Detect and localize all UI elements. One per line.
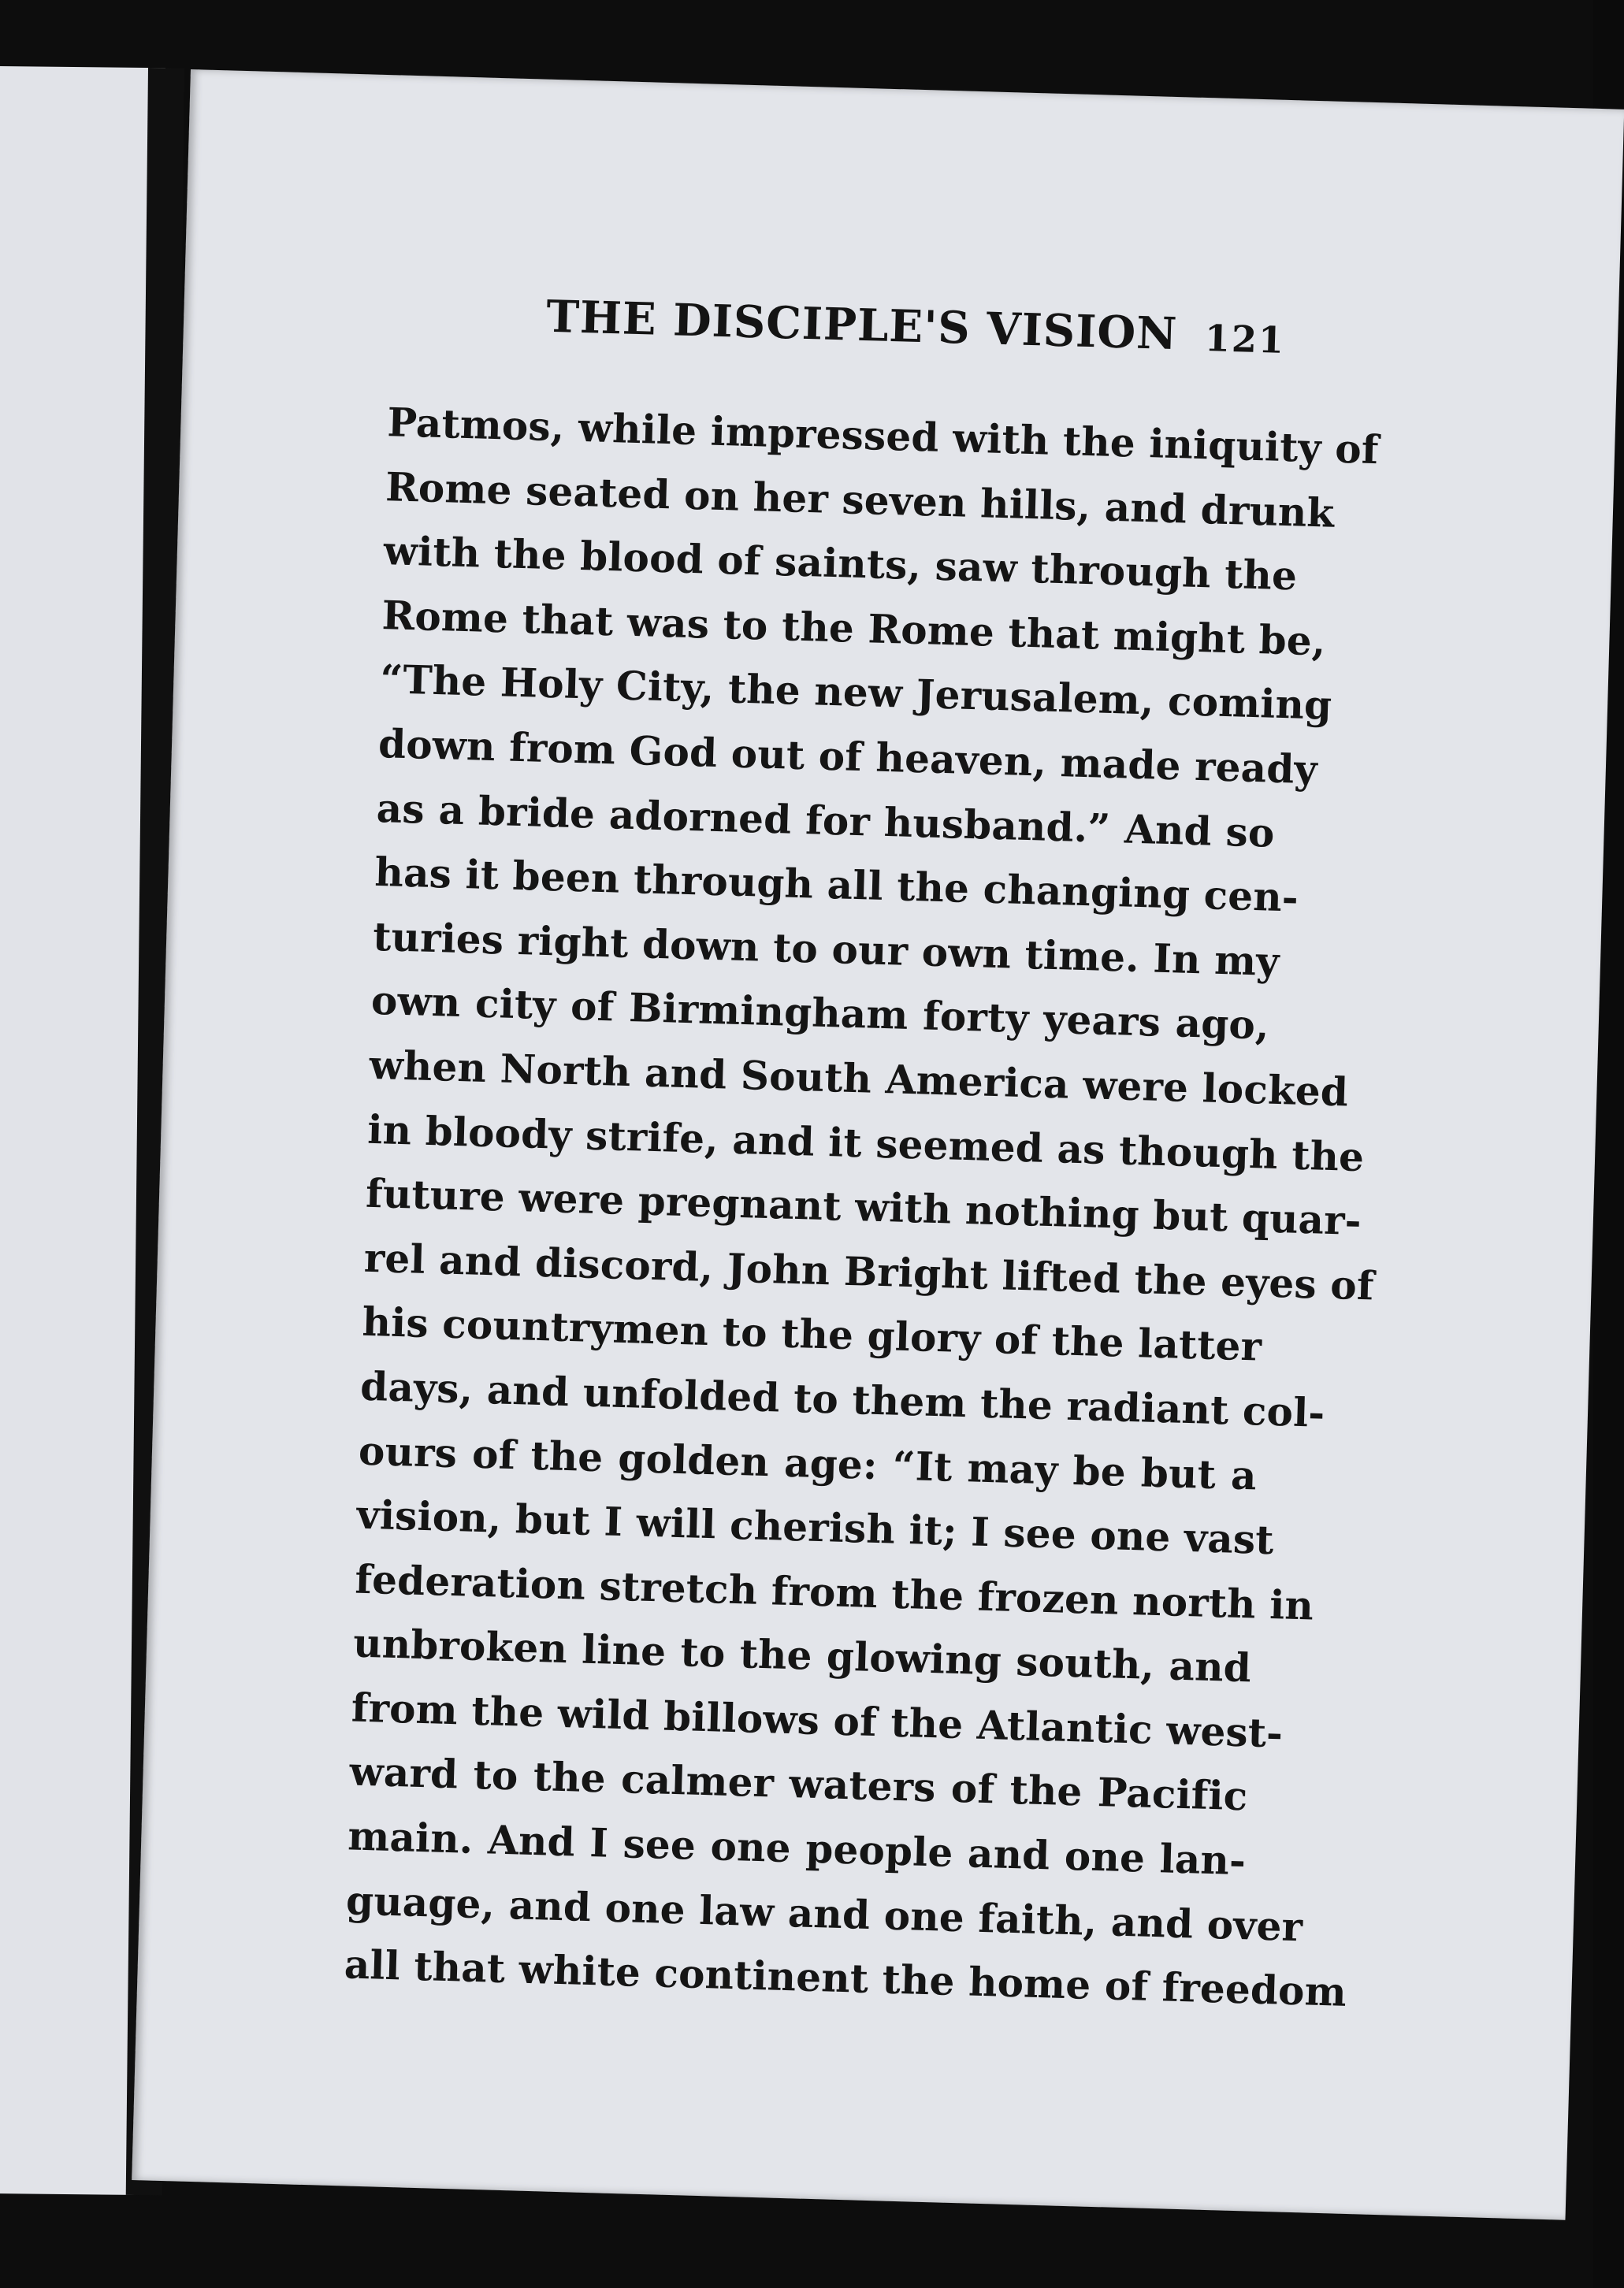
- text-line: ours of the golden age: “It may be but a: [358, 1427, 1258, 1499]
- text-line: future were pregnant with nothing but quar-: [365, 1169, 1362, 1245]
- text-line: down from God out of heaven, made ready: [377, 719, 1318, 793]
- text-line: Rome seated on her seven hills, and drunk: [385, 462, 1336, 537]
- text-line: “The Holy City, the new Jerusalem, coming: [379, 656, 1333, 730]
- text-line: from the wild billows of the Atlantic west-: [351, 1684, 1284, 1757]
- running-head: [183, 280, 1414, 378]
- text-line: turies right down to our own time. In my: [372, 912, 1280, 985]
- text-line: with the blood of saints, saw through the: [383, 527, 1298, 600]
- text-line: when North and South America were locked: [368, 1041, 1349, 1116]
- text-line: all that white continent the home of freedom: [344, 1941, 1347, 2016]
- text-line: as a bride adorned for husband.” And so: [376, 784, 1276, 856]
- text-line: vision, but I will cherish it; I see one vast: [356, 1491, 1275, 1564]
- book-page: [132, 69, 1624, 2220]
- text-line: Rome that was to the Rome that might be,: [381, 591, 1327, 665]
- text-line: federation stretch from the frozen north in: [354, 1555, 1314, 1629]
- text-line: his countrymen to the glory of the latter: [361, 1298, 1262, 1370]
- text-line: ward to the calmer waters of the Pacific: [348, 1748, 1249, 1820]
- body-text: [344, 390, 1380, 2022]
- text-line: has it been through all the changing cen-: [373, 849, 1299, 921]
- text-line: in bloody strife, and it seemed as though the: [366, 1105, 1365, 1180]
- running-head-title: THE DISCIPLE'S VISION: [545, 290, 1179, 361]
- text-line: days, and unfolded to them the radiant col-: [359, 1362, 1326, 1436]
- text-line: own city of Birmingham forty years ago,: [370, 977, 1270, 1049]
- text-line: rel and discord, John Bright lifted the eyes of: [363, 1234, 1375, 1309]
- text-line: Patmos, while impressed with the iniquity of: [386, 399, 1380, 474]
- page-number: 121: [1204, 317, 1286, 362]
- text-line: main. And I see one people and one lan-: [347, 1812, 1247, 1885]
- text-line: unbroken line to the glowing south, and: [352, 1619, 1252, 1692]
- text-line: guage, and one law and one faith, and over: [345, 1877, 1304, 1950]
